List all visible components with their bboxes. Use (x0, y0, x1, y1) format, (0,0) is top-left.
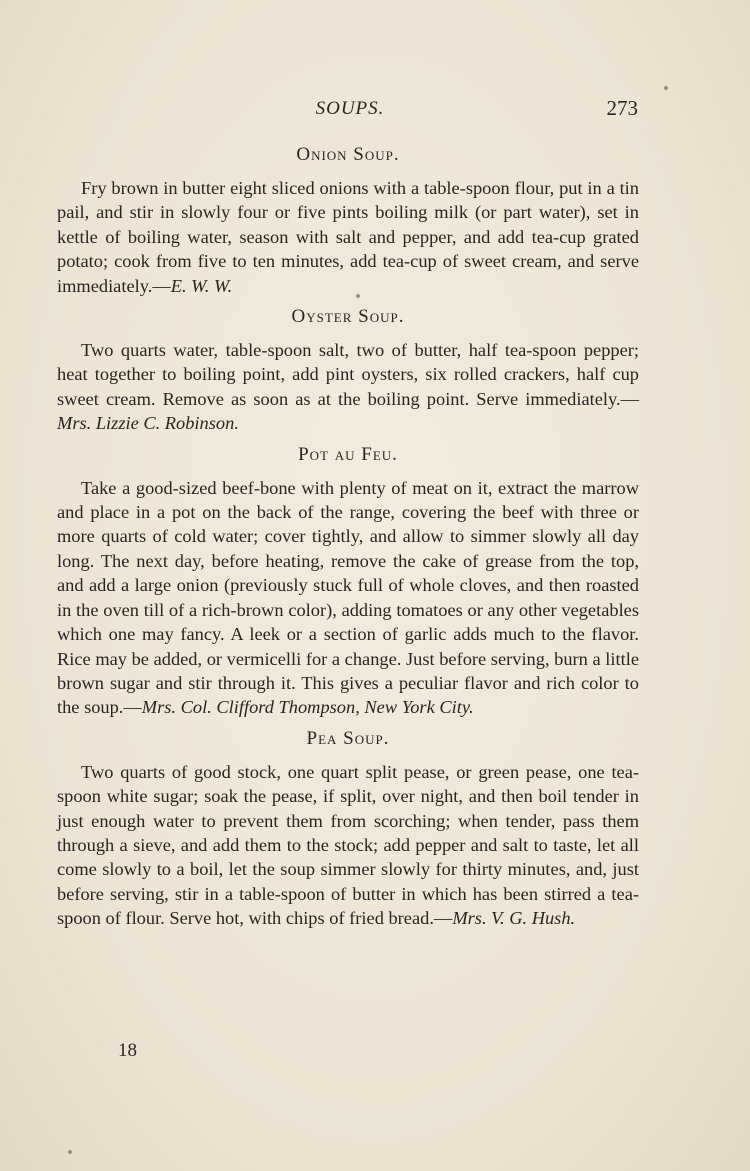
signature-mark: 18 (118, 1040, 137, 1061)
page-header (60, 94, 640, 124)
recipe-pea-soup (57, 726, 639, 931)
recipe-author: Mrs. V. G. Hush. (452, 908, 576, 929)
recipe-title: Pot au Feu. (298, 443, 398, 465)
recipe-text: Take a good-sized beef-bone with plenty of meat on it, extract the marrow and place in a pot on the back of the range, covering the beef with three or more quarts of cold water; cover tightly, and allow to simmer slowly all day long. The next day, before heating, remove the cake of grease from the top, and add a large onion (previously stuck full of whole cloves, and then roasted in the oven till of a rich-brown color), adding tomatoes or any other vegetables which one may fancy. A leek or a section of garlic adds much to the flavor. Rice may be added, or vermicelli for a change. Just before serving, burn a little brown sugar and stir through it. This gives a peculiar flavor and rich color to the soup.— (57, 477, 639, 718)
paper-speck (68, 1150, 72, 1154)
recipe-body (57, 338, 639, 436)
recipe-title: Oyster Soup. (291, 306, 405, 328)
recipe-body (57, 760, 639, 931)
recipe-author: Mrs. Lizzie C. Robinson. (57, 413, 239, 434)
recipe-body (57, 476, 639, 720)
paper-speck (356, 294, 360, 298)
recipe-onion-soup (57, 142, 639, 298)
recipe-pot-au-feu (57, 442, 639, 720)
recipe-author: Mrs. Col. Clifford Thompson, New York City. (141, 697, 474, 718)
recipe-text: Fry brown in butter eight sliced onions with a table-spoon flour, put in a tin pail, and stir in slowly four or five pints boiling milk (or part water), set in kettle of boiling water, season with salt and pepper, and add tea-cup grated potato; cook from five to ten minutes, add tea-cup of sweet cream, and serve immediately.— (57, 178, 639, 296)
paper-speck (664, 86, 668, 90)
recipe-text: Two quarts water, table-spoon salt, two of butter, half tea-spoon pepper; heat together to boiling point, add pint oysters, six rolled crackers, half cup sweet cream. Remove as soon as at the boiling point. Serve immediately.— (57, 340, 639, 409)
recipe-author: E. W. W. (170, 275, 233, 296)
recipe-text: Two quarts of good stock, one quart split pease, or green pease, one tea-spoon white sugar; soak the pease, if split, over night, and then boil tender in just enough water to prevent them from scorching; when tender, pass them through a sieve, and add them to the stock; add pepper and salt to taste, let all come slowly to a boil, let the soup simmer slowly for thirty minutes, and, just before serving, stir in a table-spoon of butter in which has been stirred a tea-spoon of flour. Serve hot, with chips of fried bread.— (57, 761, 639, 929)
recipe-title: Onion Soup. (296, 144, 400, 165)
recipe-oyster-soup (57, 304, 639, 436)
running-head: SOUPS. (315, 98, 385, 119)
recipe-body (57, 176, 639, 298)
recipe-title: Pea Soup. (306, 727, 390, 749)
page-content (57, 142, 639, 937)
page-number: 273 (606, 96, 638, 120)
